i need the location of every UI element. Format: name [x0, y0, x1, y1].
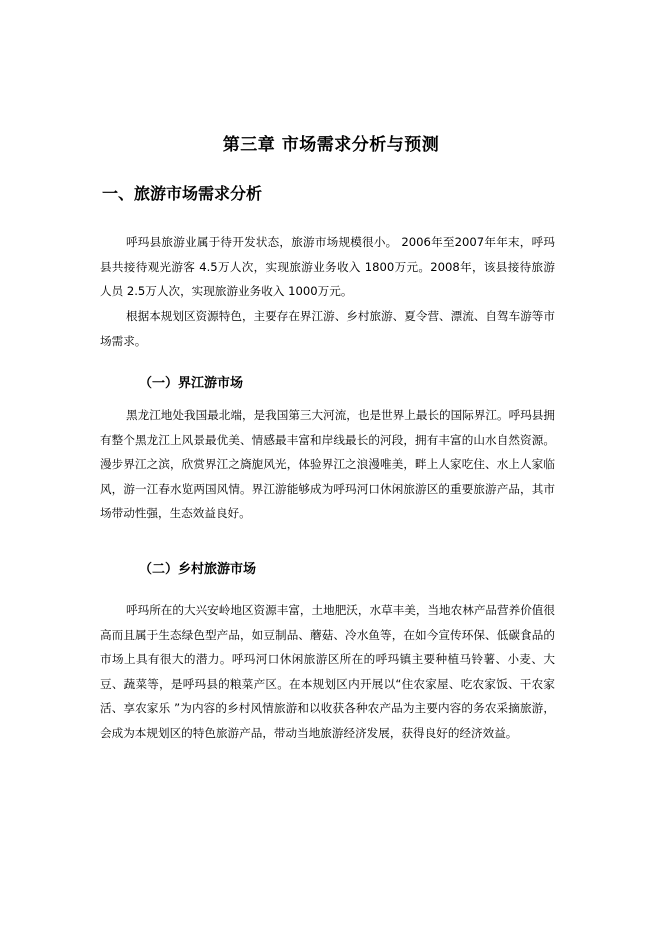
chapter-title: 第三章 市场需求分析与预测: [222, 135, 440, 155]
subsection-title-border-river: （一）界江游市场: [139, 376, 244, 391]
intro-paragraph-2: 根据本规划区资源特色，主要存在界江游、乡村旅游、夏令营、漂流、自驾车游等市场需求。: [100, 309, 555, 348]
subsection-paragraph-border-river: 黑龙江地处我国最北端，是我国第三大河流，也是世界上最长的国际界江。呼玛县拥有整个黑龙江上风景最优美、情感最丰富和岸线最长的河段，拥有丰富的山水自然资源。漫步界江之滨，欣赏界江之旖旎风光，体验界江之浪漫唯美，畔上人家吃住、水上人家临风，游一江春水览两国风情。界江游能够成为呼玛河口休闲旅游区的重要旅游产品，其市场带动性强，生态效益良好。: [100, 408, 555, 520]
subsection-title-rural-tourism: （二）乡村旅游市场: [139, 562, 257, 577]
section-title: 一、旅游市场需求分析: [102, 184, 263, 203]
intro-paragraph-1: 呼玛县旅游业属于待开发状态，旅游市场规模很小。 2006年至2007年年末，呼玛县共接待观光游客 4.5万人次，实现旅游业务收入 1800万元。2008年，该县接待旅游人员 2.5万人次，实现旅游业务收入 1000万元。: [100, 235, 555, 298]
subsection-paragraph-rural-tourism: 呼玛所在的大兴安岭地区资源丰富，土地肥沃，水草丰美，当地农林产品营养价值很高而且属于生态绿色型产品，如豆制品、蘑菇、冷水鱼等，在如今宣传环保、低碳食品的市场上具有很大的潜力。呼玛河口休闲旅游区所在的呼玛镇主要种植马铃薯、小麦、大豆、蔬菜等，是呼玛县的粮菜产区。在本规划区内开展以“住农家屋、吃农家饭、干农家活、享农家乐 ”为内容的乡村风情旅游和以收获各种农产品为主要内容的务农采摘旅游，会成为本规划区的特色旅游产品，带动当地旅游经济发展，获得良好的经济效益。: [100, 603, 555, 740]
